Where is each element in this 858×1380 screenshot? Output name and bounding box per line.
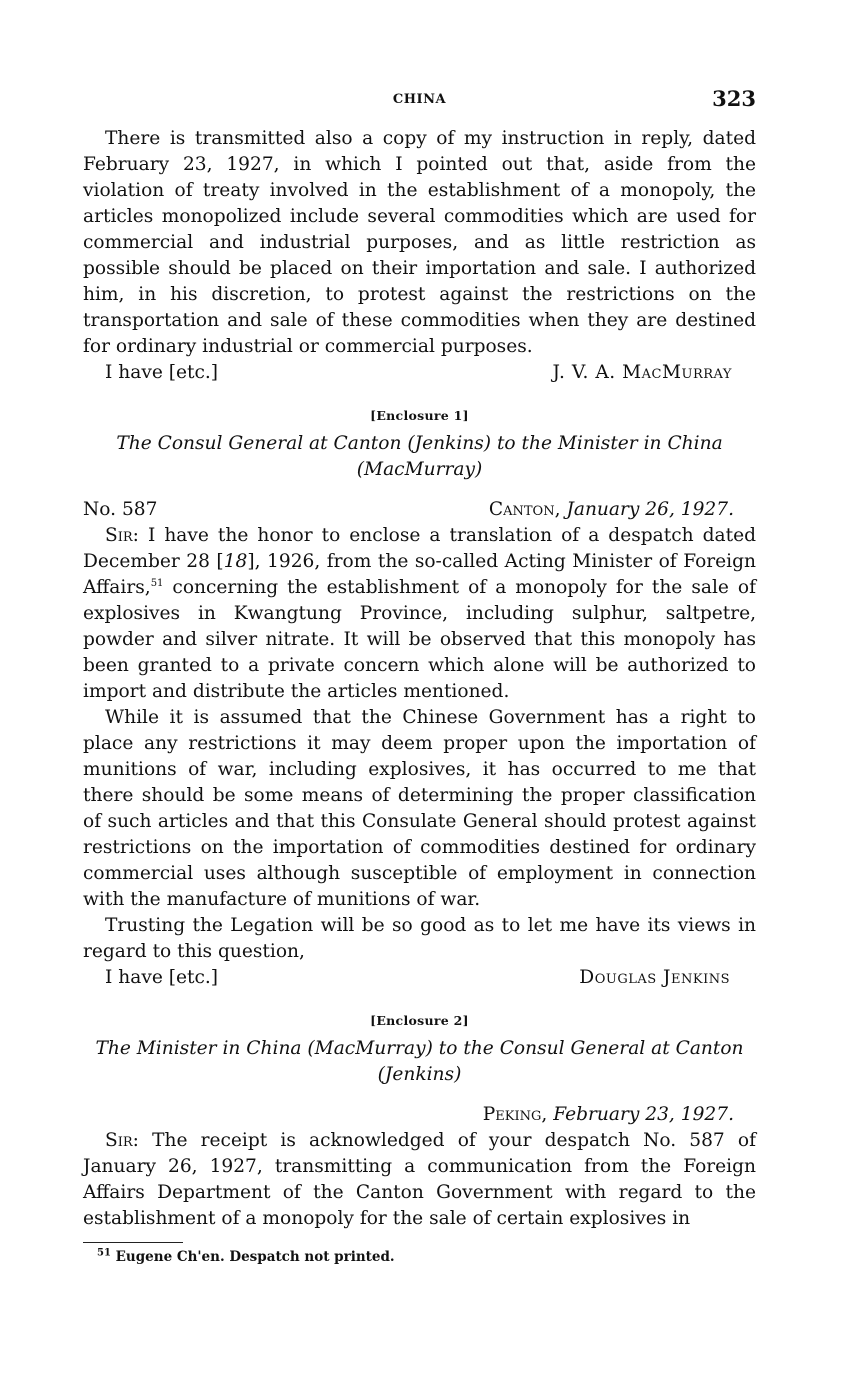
- place: Canton: [488, 499, 555, 520]
- place-date: Canton, January 26, 1927.: [488, 499, 734, 520]
- place: Peking: [482, 1104, 542, 1125]
- intro-paragraph: There is transmitted also a copy of my instruction in reply, dated February 23, 1927, in which I pointed out that, aside from the violation of treaty involved in the establishment of a monopoly, the articles monopolized include several commodities which are used for commercial and industrial purposes, and as little restriction as possible should be placed on their importation and sale. I authorized him, in his discretion, to protest against the restrictions on the transportation and sale of these commodities when they are destined for ordinary industrial or commercial purposes.: [83, 128, 756, 357]
- place-date: Peking, February 23, 1927.: [482, 1104, 734, 1125]
- salutation: Sir: [105, 525, 133, 546]
- document-number: No. 587: [83, 499, 158, 520]
- text-run: ], 1926, from the so-called Acting Minister of Foreign Affairs,: [83, 551, 756, 598]
- date: January 26, 1927.: [566, 499, 734, 520]
- intro-signature-line: [83, 360, 756, 386]
- body-paragraph: Trusting the Legation will be so good as to let me have its views in regard to this question,: [83, 915, 756, 962]
- enclosure-label: [Enclosure 1]: [370, 408, 469, 423]
- footnote-marker: 51: [97, 1247, 111, 1259]
- footnote-divider: [83, 1242, 183, 1243]
- title-line: (MacMurray): [356, 459, 483, 480]
- body-paragraph: [83, 1128, 756, 1232]
- closing-text: I have [etc.]: [105, 967, 219, 988]
- title-line: The Minister in China (MacMurray) to the Consul General at Canton: [95, 1038, 744, 1059]
- page-number: 323: [712, 86, 756, 111]
- text-run: concerning the establishment of a monopoly for the sale of explosives in Kwangtung Province, including sulphur, saltpetre, powder and silver nitrate. It will be observed that this monopoly has been granted to a private concern which alone will be authorized to import and distribute the articles mentioned.: [83, 577, 756, 702]
- dateline: [83, 1102, 756, 1128]
- signature: J. V. A. MacMurray: [552, 362, 732, 383]
- document-page: [83, 86, 756, 1265]
- page-header: [83, 86, 756, 126]
- salutation: Sir: [105, 1130, 133, 1151]
- body-paragraph: While it is assumed that the Chinese Government has a right to place any restrictions it may deem proper upon the importation of munitions of war, including explosives, it has occurred to me that there should be some means of determining the proper classification of such articles and that this Consulate General should protest against restrictions on the importation of commodities destined for ordinary commercial uses although susceptible of employment in connection with the manufacture of munitions of war.: [83, 707, 756, 910]
- text-run: : The receipt is acknowledged of your despatch No. 587 of January 26, 1927, transmitting a communication from the Foreign Affairs Department of the Canton Government with regard to the establishment of a monopoly for the sale of certain explosives in: [83, 1130, 756, 1229]
- closing-text: I have [etc.]: [105, 362, 219, 383]
- signature: Douglas Jenkins: [579, 967, 730, 988]
- footnote-reference: 51: [150, 577, 164, 589]
- footnote-text: Eugene Ch'en. Despatch not printed.: [115, 1249, 395, 1265]
- enclosure-label: [Enclosure 2]: [370, 1013, 469, 1028]
- editorial-correction: 18: [223, 551, 248, 572]
- text-run: : I have the honor to enclose a translation of a despatch dated December 28 [: [83, 525, 756, 572]
- body-paragraph: [83, 523, 756, 705]
- document-title: [83, 431, 756, 483]
- dateline: [83, 497, 756, 523]
- footnote: [83, 1249, 756, 1265]
- document-title: [83, 1036, 756, 1088]
- title-line: The Consul General at Canton (Jenkins) to the Minister in China: [116, 433, 723, 454]
- enclosure1-signature-line: [83, 965, 756, 991]
- title-line: (Jenkins): [377, 1064, 462, 1085]
- running-head: CHINA: [392, 92, 447, 107]
- date: February 23, 1927.: [553, 1104, 734, 1125]
